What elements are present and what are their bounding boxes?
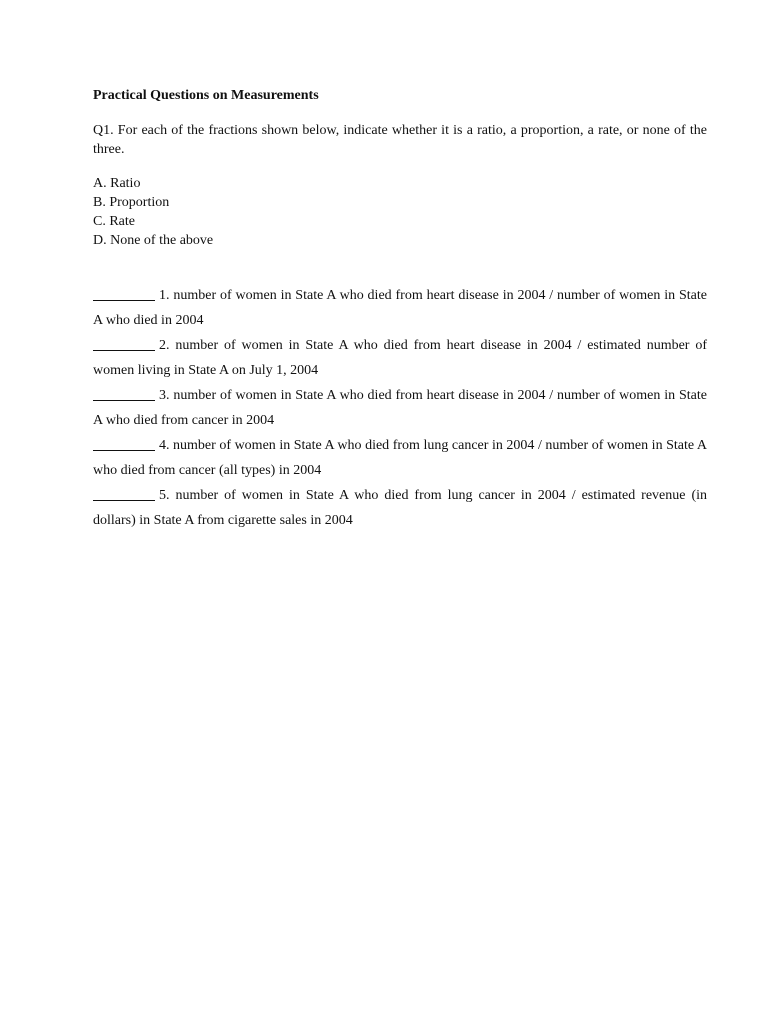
answer-options [93,174,213,250]
fraction-item-2 [93,333,707,383]
answer-blank[interactable] [93,336,155,351]
fraction-text: 1. number of women in State A who died from heart disease in 2004 / number of women in State A who died in 2004 [93,288,707,328]
fraction-text: 4. number of women in State A who died from lung cancer in 2004 / number of women in State A who died from cancer (all types) in 2004 [93,438,707,478]
fraction-item-4 [93,433,707,483]
answer-blank[interactable] [93,386,155,401]
answer-blank[interactable] [93,286,155,301]
fraction-item-1 [93,283,707,333]
page-title: Practical Questions on Measurements [93,88,319,103]
option-c: C. Rate [93,214,135,229]
fraction-text: 3. number of women in State A who died from heart disease in 2004 / number of women in State A who died from cancer in 2004 [93,388,707,428]
answer-blank[interactable] [93,486,155,501]
fraction-text: 5. number of women in State A who died from lung cancer in 2004 / estimated revenue (in dollars) in State A from cigarette sales in 2004 [93,488,707,528]
fraction-item-3 [93,383,707,433]
fraction-items [93,283,707,533]
option-a: A. Ratio [93,176,141,191]
question-text: Q1. For each of the fractions shown below, indicate whether it is a ratio, a proportion, a rate, or none of the three. [93,123,707,157]
answer-blank[interactable] [93,436,155,451]
fraction-item-5 [93,483,707,533]
option-d: D. None of the above [93,233,214,248]
fraction-text: 2. number of women in State A who died from heart disease in 2004 / estimated number of women living in State A on July 1, 2004 [93,338,707,378]
option-b: B. Proportion [93,195,170,210]
